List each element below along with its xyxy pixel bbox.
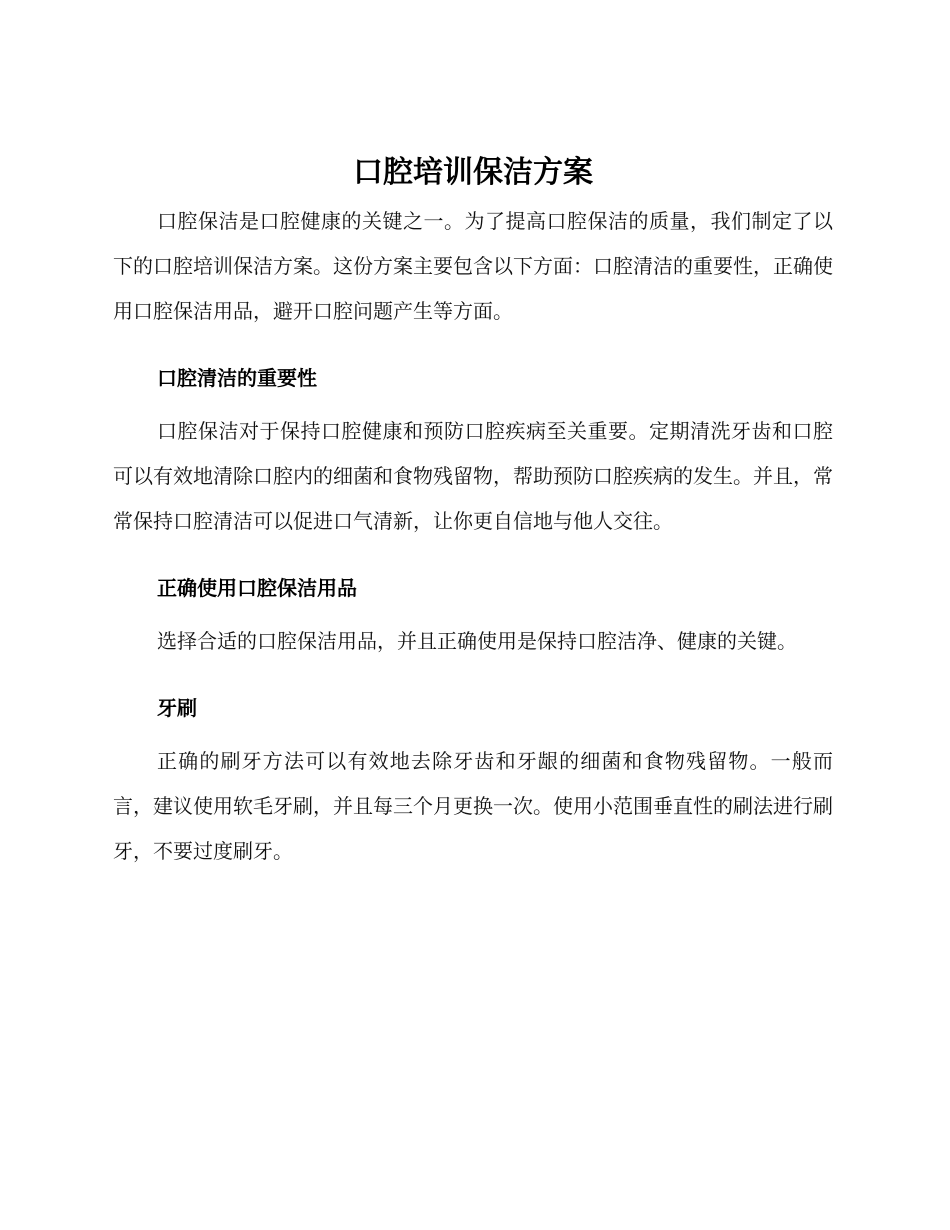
section-heading-usage: 正确使用口腔保洁用品 [157, 576, 357, 600]
section-body-importance: 口腔保洁对于保持口腔健康和预防口腔疾病至关重要。定期清洗牙齿和口腔可以有效地清除口腔内的细菌和食物残留物，帮助预防口腔疾病的发生。并且，常常保持口腔清洁可以促进口气清新，让你更自信地与他人交往。 [113, 419, 833, 533]
section-heading-toothbrush: 牙刷 [157, 696, 197, 720]
document-title: 口腔培训保洁方案 [353, 155, 593, 190]
section-body-usage: 选择合适的口腔保洁用品，并且正确使用是保持口腔洁净、健康的关键。 [157, 629, 797, 653]
document-content [113, 150, 833, 874]
section-body-toothbrush: 正确的刷牙方法可以有效地去除牙齿和牙龈的细菌和食物残留物。一般而言，建议使用软毛牙刷，并且每三个月更换一次。使用小范围垂直性的刷法进行刷牙，不要过度刷牙。 [113, 749, 833, 863]
section-heading-importance: 口腔清洁的重要性 [157, 366, 317, 390]
intro-paragraph: 口腔保洁是口腔健康的关键之一。为了提高口腔保洁的质量，我们制定了以下的口腔培训保洁方案。这份方案主要包含以下方面：口腔清洁的重要性，正确使用口腔保洁用品，避开口腔问题产生等方面。 [113, 209, 833, 323]
